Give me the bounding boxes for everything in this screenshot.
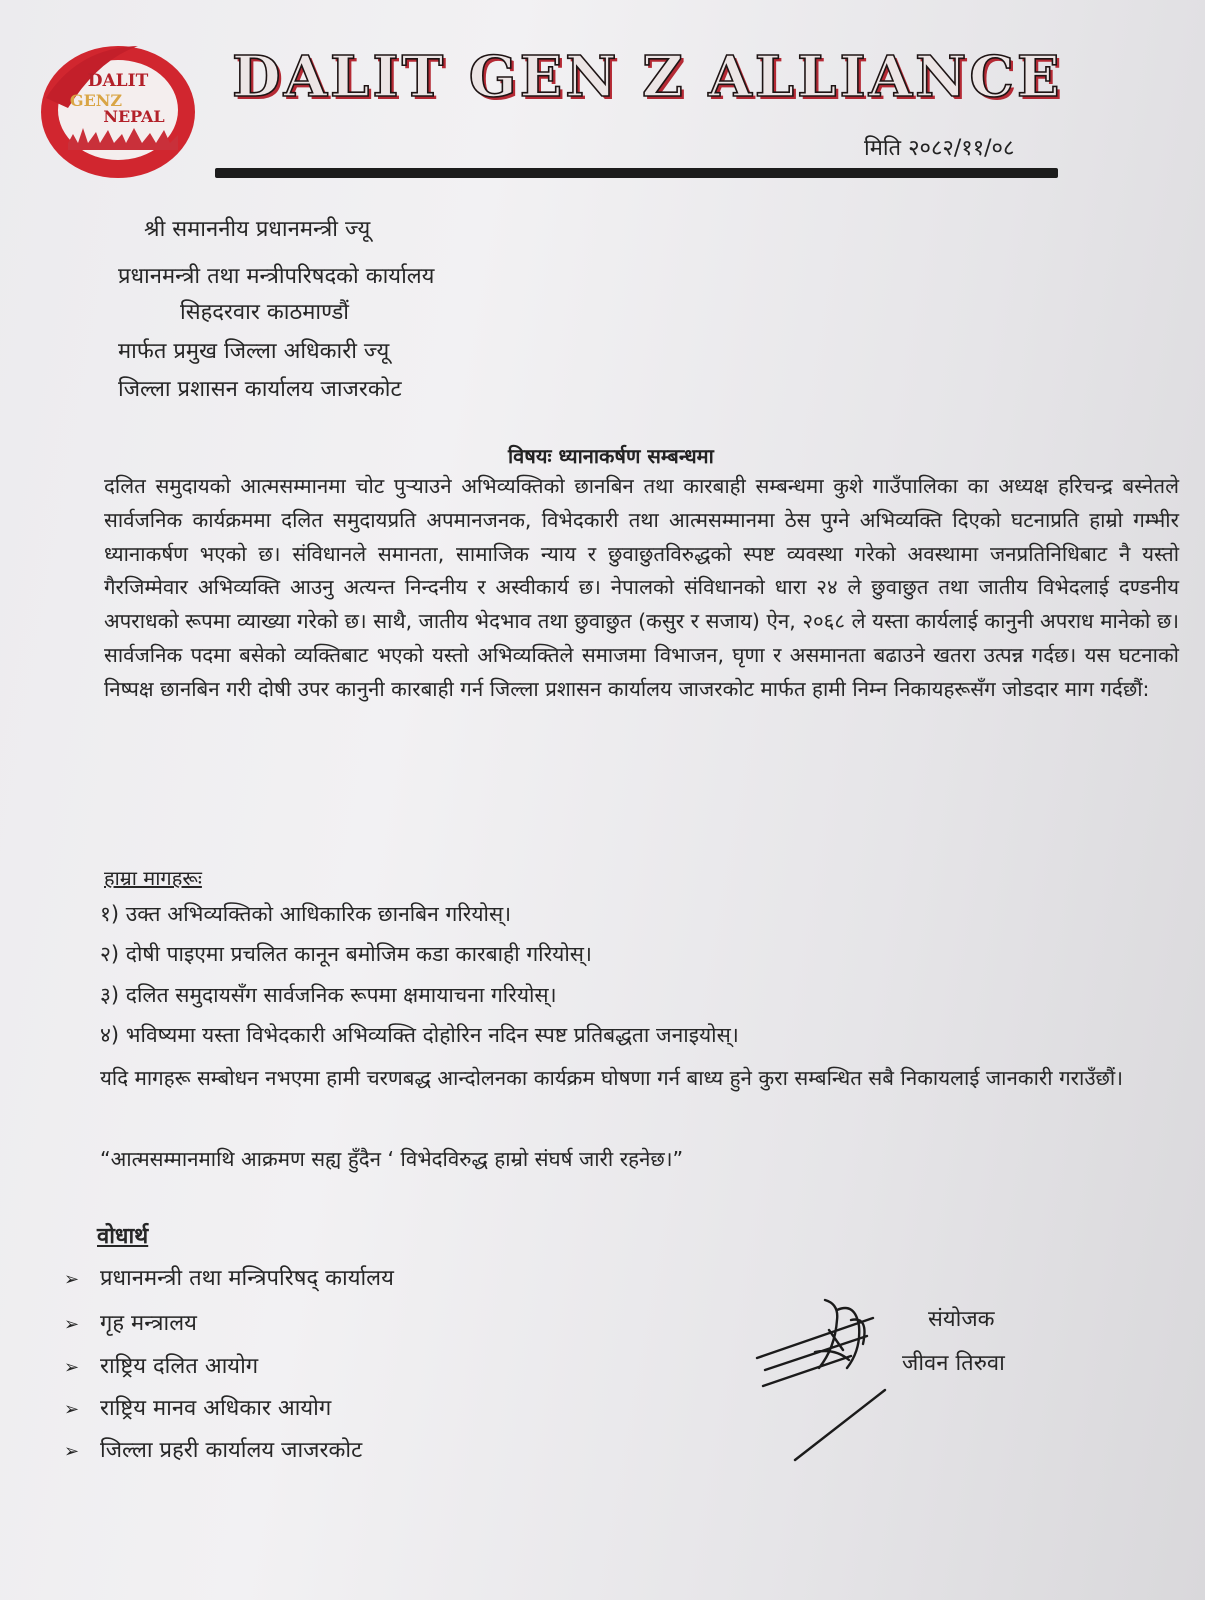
cc-item (64, 1262, 394, 1292)
arrow-bullet-icon: ➢ (64, 1357, 80, 1378)
address-line: सिहदरवार काठमाण्डौं (180, 300, 350, 325)
arrow-bullet-icon: ➢ (64, 1314, 80, 1335)
arrow-bullet-icon: ➢ (64, 1399, 80, 1420)
address-line: श्री समाननीय प्रधानमन्त्री ज्यू (144, 217, 371, 242)
signatory-role: संयोजक (928, 1307, 995, 1332)
logo-text-dalit: DALIT (87, 71, 149, 91)
demand-item: २) दोषी पाइएमा प्रचलित कानून बमोजिम कडा कारबाही गरियोस्। (100, 942, 592, 966)
organization-title: DALIT GEN Z ALLIANCE (232, 44, 1063, 110)
address-line: जिल्ला प्रशासन कार्यालय जाजरकोट (118, 377, 402, 402)
demand-item: ३) दलित समुदायसँग सार्वजनिक रूपमा क्षमायाचना गरियोस्। (100, 983, 557, 1007)
cc-item-label: जिल्ला प्रहरी कार्यालय जाजरकोट (100, 1438, 363, 1463)
cc-item-label: राष्ट्रिय दलित आयोग (100, 1354, 259, 1379)
arrow-bullet-icon: ➢ (64, 1269, 80, 1290)
cc-item-label: प्रधानमन्त्री तथा मन्त्रिपरिषद् कार्यालय (100, 1266, 394, 1291)
cc-item (64, 1307, 197, 1337)
signatory-name: जीवन तिरुवा (902, 1351, 1005, 1376)
closing-statement: यदि मागहरू सम्बोधन नभएमा हामी चरणबद्ध आन्दोलनका कार्यक्रम घोषणा गर्न बाध्य हुने कुरा सम्बन्धित सबै निकायलाई जानकारी गराउँछौं। (100, 1066, 1124, 1090)
letter-subject: विषयः ध्यानाकर्षण सम्बन्धमा (508, 444, 714, 468)
cc-item (64, 1434, 362, 1464)
cc-item-label: राष्ट्रिय मानव अधिकार आयोग (100, 1396, 332, 1421)
cc-item-label: गृह मन्त्रालय (100, 1311, 197, 1336)
logo-text-genz: GENZ (69, 91, 123, 110)
letter-date: मिति २०८२/११/०८ (864, 136, 1015, 161)
alliance-logo (38, 38, 198, 180)
demand-item: १) उक्त अभिव्यक्तिको आधिकारिक छानबिन गरियोस्। (100, 902, 512, 926)
cc-item (64, 1392, 331, 1422)
slogan-quote: “आत्मसम्मानमाथि आक्रमण सह्य हुँदैन ‘ विभेदविरुद्ध हाम्रो संघर्ष जारी रहनेछ।” (100, 1147, 684, 1171)
logo-text-nepal: NEPAL (103, 107, 165, 126)
cc-item (64, 1350, 258, 1380)
demands-heading: हाम्रा मागहरूः (104, 866, 202, 890)
header-divider (215, 168, 1058, 178)
arrow-bullet-icon: ➢ (64, 1441, 80, 1462)
handwritten-signature (755, 1290, 905, 1470)
letter-body: दलित समुदायको आत्मसम्मानमा चोट पुर्‍याउने अभिव्यक्तिको छानबिन तथा कारबाही सम्बन्धमा कुशे गाउँपालिका का अध्यक्ष हरिचन्द्र बस्नेतले सार्वजनिक कार्यक्रममा दलित समुदायप्रति अपमानजनक, विभेदकारी तथा आत्मसम्मानमा ठेस पुग्ने अभिव्यक्ति दिएको घटनाप्रति हाम्रो गम्भीर ध्यानाकर्षण भएको छ। संविधानले समानता, सामाजिक न्याय र छुवाछुतविरुद्धको स्पष्ट व्यवस्था गरेको अवस्थामा जनप्रतिनिधिबाट नै यस्तो गैरजिम्मेवार अभिव्यक्ति आउनु अत्यन्त निन्दनीय र अस्वीकार्य छ। नेपालको संविधानको धारा २४ ले छुवाछुत तथा जातीय विभेदलाई दण्डनीय अपराधको रूपमा व्याख्या गरेको छ। साथै, जातीय भेदभाव तथा छुवाछुत (कसुर र सजाय) ऐन, २०६८ ले यस्ता कार्यलाई कानुनी अपराध मानेको छ। सार्वजनिक पदमा बसेको व्यक्तिबाट भएको यस्तो अभिव्यक्तिले समाजमा विभाजन, घृणा र असमानता बढाउने खतरा उत्पन्न गर्दछ। यस घटनाको निष्पक्ष छानबिन गरी दोषी उपर कानुनी कारबाही गर्न जिल्ला प्रशासन कार्यालय जाजरकोट मार्फत हामी निम्न निकायहरूसँग जोडदार माग गर्दछौं: (104, 474, 1179, 701)
demand-item: ४) भविष्यमा यस्ता विभेदकारी अभिव्यक्ति दोहोरिन नदिन स्पष्ट प्रतिबद्धता जनाइयोस्। (100, 1023, 739, 1047)
address-line: प्रधानमन्त्री तथा मन्त्रीपरिषदको कार्यालय (118, 264, 435, 289)
cc-heading: वोधार्थ (97, 1224, 149, 1249)
address-line: मार्फत प्रमुख जिल्ला अधिकारी ज्यू (118, 339, 390, 364)
